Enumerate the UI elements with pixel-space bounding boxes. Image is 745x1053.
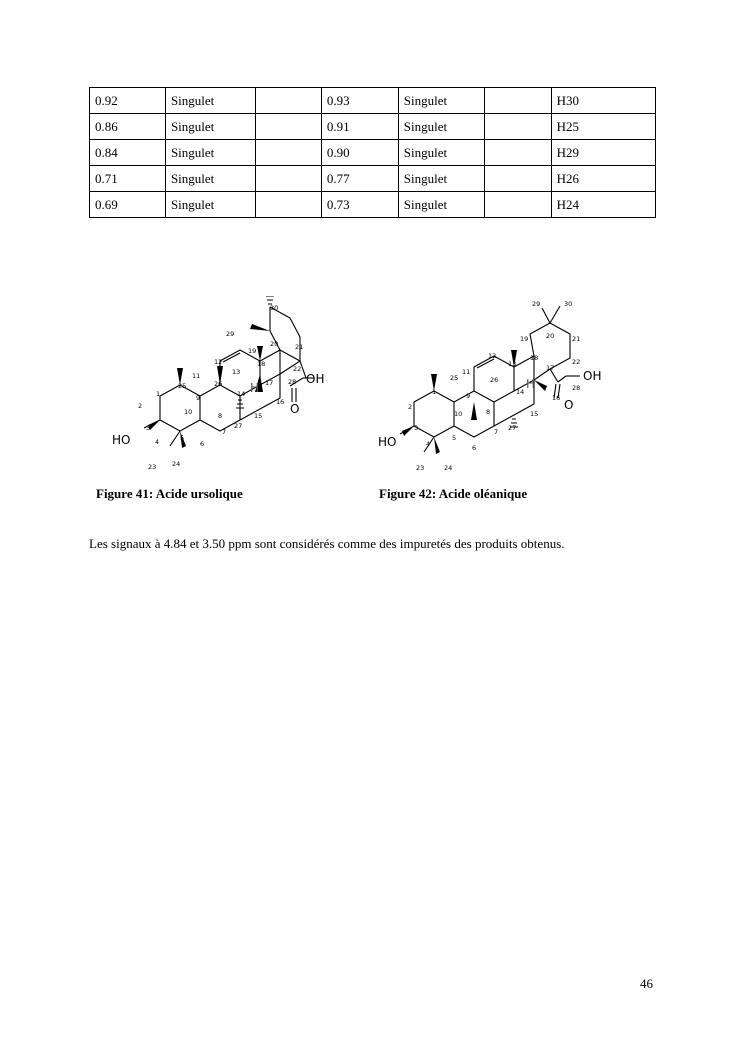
atom-number: 13	[232, 368, 241, 376]
atom-number: 17	[546, 364, 555, 372]
atom-number: 23	[416, 464, 425, 472]
atom-number: 4	[155, 438, 160, 446]
atom-number: 5	[180, 434, 185, 442]
table-cell	[256, 192, 322, 218]
atom-number: 19	[520, 335, 529, 343]
table-cell: 0.86	[90, 114, 166, 140]
atom-number: 13	[508, 360, 517, 368]
atom-number: 14	[516, 388, 525, 396]
carbonyl-oxygen-label: O	[564, 398, 574, 412]
atom-number: 1	[156, 390, 161, 398]
hydroxyl-label: OH	[306, 372, 325, 386]
table-cell: H24	[551, 192, 655, 218]
atom-number: 27	[508, 424, 517, 432]
atom-number: 25	[450, 374, 459, 382]
atom-number: 18	[257, 360, 266, 368]
atom-number: 24	[172, 460, 181, 468]
table-cell: 0.91	[321, 114, 398, 140]
oleanolic-acid-structure	[370, 294, 610, 476]
table-cell	[484, 192, 551, 218]
atom-number: 8	[486, 408, 491, 416]
atom-number: 3	[146, 424, 151, 432]
table-cell: H26	[551, 166, 655, 192]
atom-number: 26	[214, 380, 223, 388]
atom-number: 23	[148, 463, 157, 471]
atom-number: 2	[408, 403, 413, 411]
atom-number: 1	[432, 388, 437, 396]
table-cell	[484, 88, 551, 114]
atom-number: 14	[237, 390, 246, 398]
table-cell: Singulet	[165, 114, 255, 140]
table-cell: Singulet	[398, 114, 484, 140]
atom-number: 21	[572, 335, 581, 343]
atom-number: 10	[454, 410, 463, 418]
table-cell	[256, 114, 322, 140]
atom-number: 7	[222, 428, 227, 436]
atom-number: 22	[293, 365, 302, 373]
atom-number: 11	[192, 372, 201, 380]
body-paragraph: Les signaux à 4.84 et 3.50 ppm sont considérés comme des impuretés des produits obtenus.	[89, 536, 565, 551]
page-number: 46	[640, 976, 653, 991]
table-cell: 0.77	[321, 166, 398, 192]
table-cell: Singulet	[398, 88, 484, 114]
table-cell	[484, 114, 551, 140]
atom-number: 10	[184, 408, 193, 416]
atom-number: 29	[226, 330, 235, 338]
table-row	[90, 140, 656, 166]
hydrogen-label: H	[250, 381, 260, 395]
table-row	[90, 114, 656, 140]
atom-number: 28	[288, 378, 297, 386]
nmr-signal-table	[89, 87, 656, 218]
atom-number: 17	[265, 379, 274, 387]
atom-number: 27	[234, 422, 243, 430]
atom-number: 9	[466, 392, 471, 400]
atom-number: 15	[530, 410, 539, 418]
atom-number: 6	[472, 444, 477, 452]
hydrogen-label: H	[526, 377, 536, 391]
table-cell: 0.69	[90, 192, 166, 218]
ursolic-acid-structure	[100, 296, 340, 474]
atom-number: 26	[490, 376, 499, 384]
table-cell: H29	[551, 140, 655, 166]
atom-number: 9	[196, 394, 201, 402]
table-row	[90, 192, 656, 218]
hydroxyl-label: HO	[378, 435, 397, 449]
atom-number: 2	[138, 402, 143, 410]
table-cell: 0.93	[321, 88, 398, 114]
table-cell	[484, 140, 551, 166]
table-cell: H30	[551, 88, 655, 114]
table-cell: Singulet	[165, 166, 255, 192]
atom-number: 3	[414, 424, 419, 432]
table-row	[90, 88, 656, 114]
atom-number: 16	[552, 394, 561, 402]
table-cell: Singulet	[398, 166, 484, 192]
atom-number: 28	[572, 384, 581, 392]
atom-number: 5	[452, 434, 457, 442]
atom-number: 12	[488, 352, 497, 360]
atom-number: 20	[546, 332, 555, 340]
nmr-table-body	[90, 88, 656, 218]
atom-number: 8	[218, 412, 223, 420]
atom-number: 6	[200, 440, 205, 448]
atom-number: 15	[254, 412, 263, 420]
atom-number: 22	[572, 358, 581, 366]
atom-number: 12	[214, 358, 223, 366]
hydroxyl-label: OH	[583, 369, 602, 383]
carbonyl-oxygen-label: O	[290, 402, 300, 416]
table-cell: 0.92	[90, 88, 166, 114]
table-cell: 0.71	[90, 166, 166, 192]
atom-number: 7	[494, 428, 499, 436]
table-cell	[256, 88, 322, 114]
table-cell: Singulet	[398, 140, 484, 166]
table-cell: 0.73	[321, 192, 398, 218]
atom-number: 4	[426, 440, 431, 448]
table-cell: 0.84	[90, 140, 166, 166]
atom-number: 30	[270, 304, 279, 312]
atom-number: 30	[564, 300, 573, 308]
atom-number: 24	[444, 464, 453, 472]
table-cell: Singulet	[165, 192, 255, 218]
atom-number: 18	[530, 354, 539, 362]
table-cell: Singulet	[398, 192, 484, 218]
table-cell: H25	[551, 114, 655, 140]
hydroxyl-label: HO	[112, 433, 131, 447]
table-cell	[256, 166, 322, 192]
atom-number: 25	[178, 382, 187, 390]
atom-number: 11	[462, 368, 471, 376]
atom-number: 20	[270, 340, 279, 348]
atom-number: 21	[295, 343, 304, 351]
table-cell: 0.90	[321, 140, 398, 166]
table-row	[90, 166, 656, 192]
table-cell	[256, 140, 322, 166]
figure-caption: Figure 41: Acide ursolique	[96, 486, 243, 501]
figure-caption: Figure 42: Acide oléanique	[379, 486, 528, 501]
table-cell	[484, 166, 551, 192]
atom-number: 19	[248, 347, 257, 355]
atom-number: 29	[532, 300, 541, 308]
table-cell: Singulet	[165, 140, 255, 166]
atom-number: 16	[276, 398, 285, 406]
table-cell: Singulet	[165, 88, 255, 114]
